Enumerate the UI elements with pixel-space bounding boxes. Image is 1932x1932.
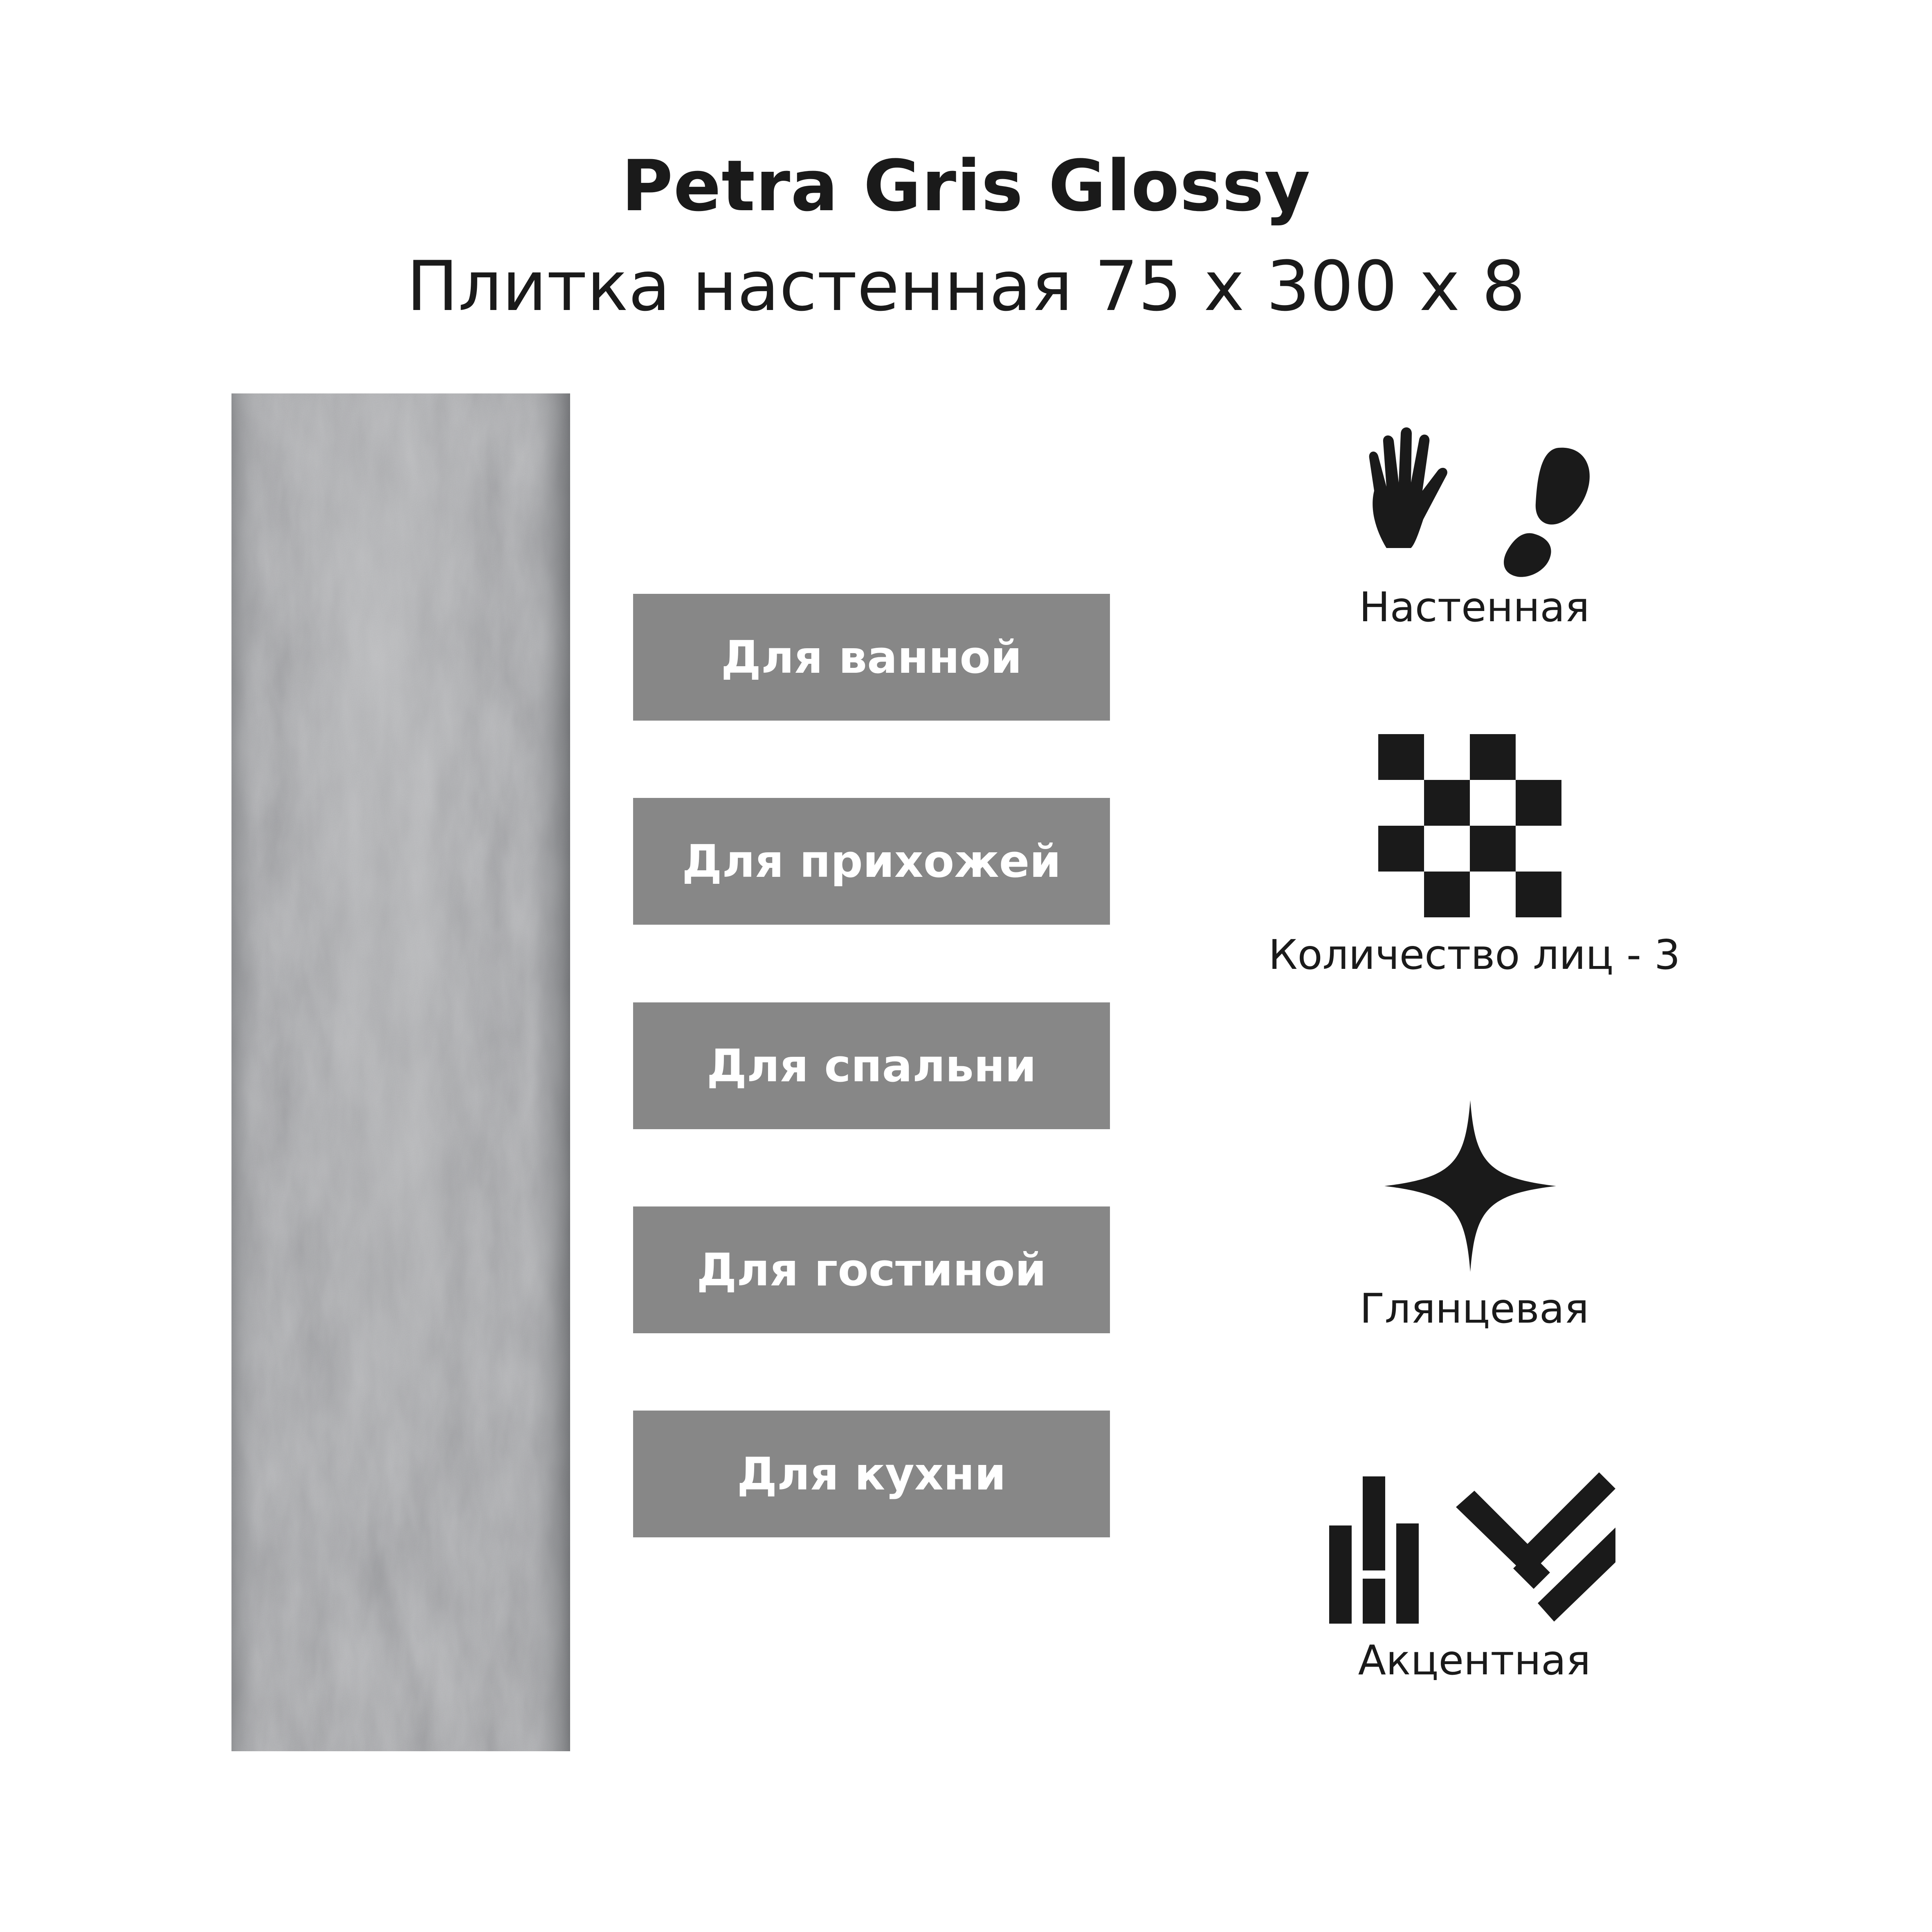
footprint-icon (1497, 444, 1595, 583)
product-title: Petra Gris Glossy (621, 145, 1311, 227)
tag-kitchen[interactable]: Для кухни (633, 1411, 1110, 1537)
product-subtitle: Плитка настенная 75 х 300 х 8 (407, 246, 1525, 326)
tag-bedroom[interactable]: Для спальни (633, 1002, 1110, 1129)
feature-label-wall: Настенная (1359, 583, 1590, 631)
checkerboard-icon (1378, 734, 1561, 917)
tag-bathroom[interactable]: Для ванной (633, 594, 1110, 721)
feature-label-faces: Количество лиц - 3 (1268, 931, 1680, 979)
sparkle-icon (1384, 1100, 1556, 1272)
tag-living-room[interactable]: Для гостиной (633, 1206, 1110, 1333)
tile-image (231, 393, 570, 1751)
feature-label-accent: Акцентная (1358, 1636, 1591, 1684)
tag-hallway[interactable]: Для прихожей (633, 798, 1110, 925)
hand-icon (1358, 425, 1480, 548)
herringbone-layout-icon (1456, 1468, 1615, 1624)
feature-label-glossy: Глянцевая (1359, 1285, 1589, 1332)
stacked-planks-icon (1329, 1476, 1419, 1624)
